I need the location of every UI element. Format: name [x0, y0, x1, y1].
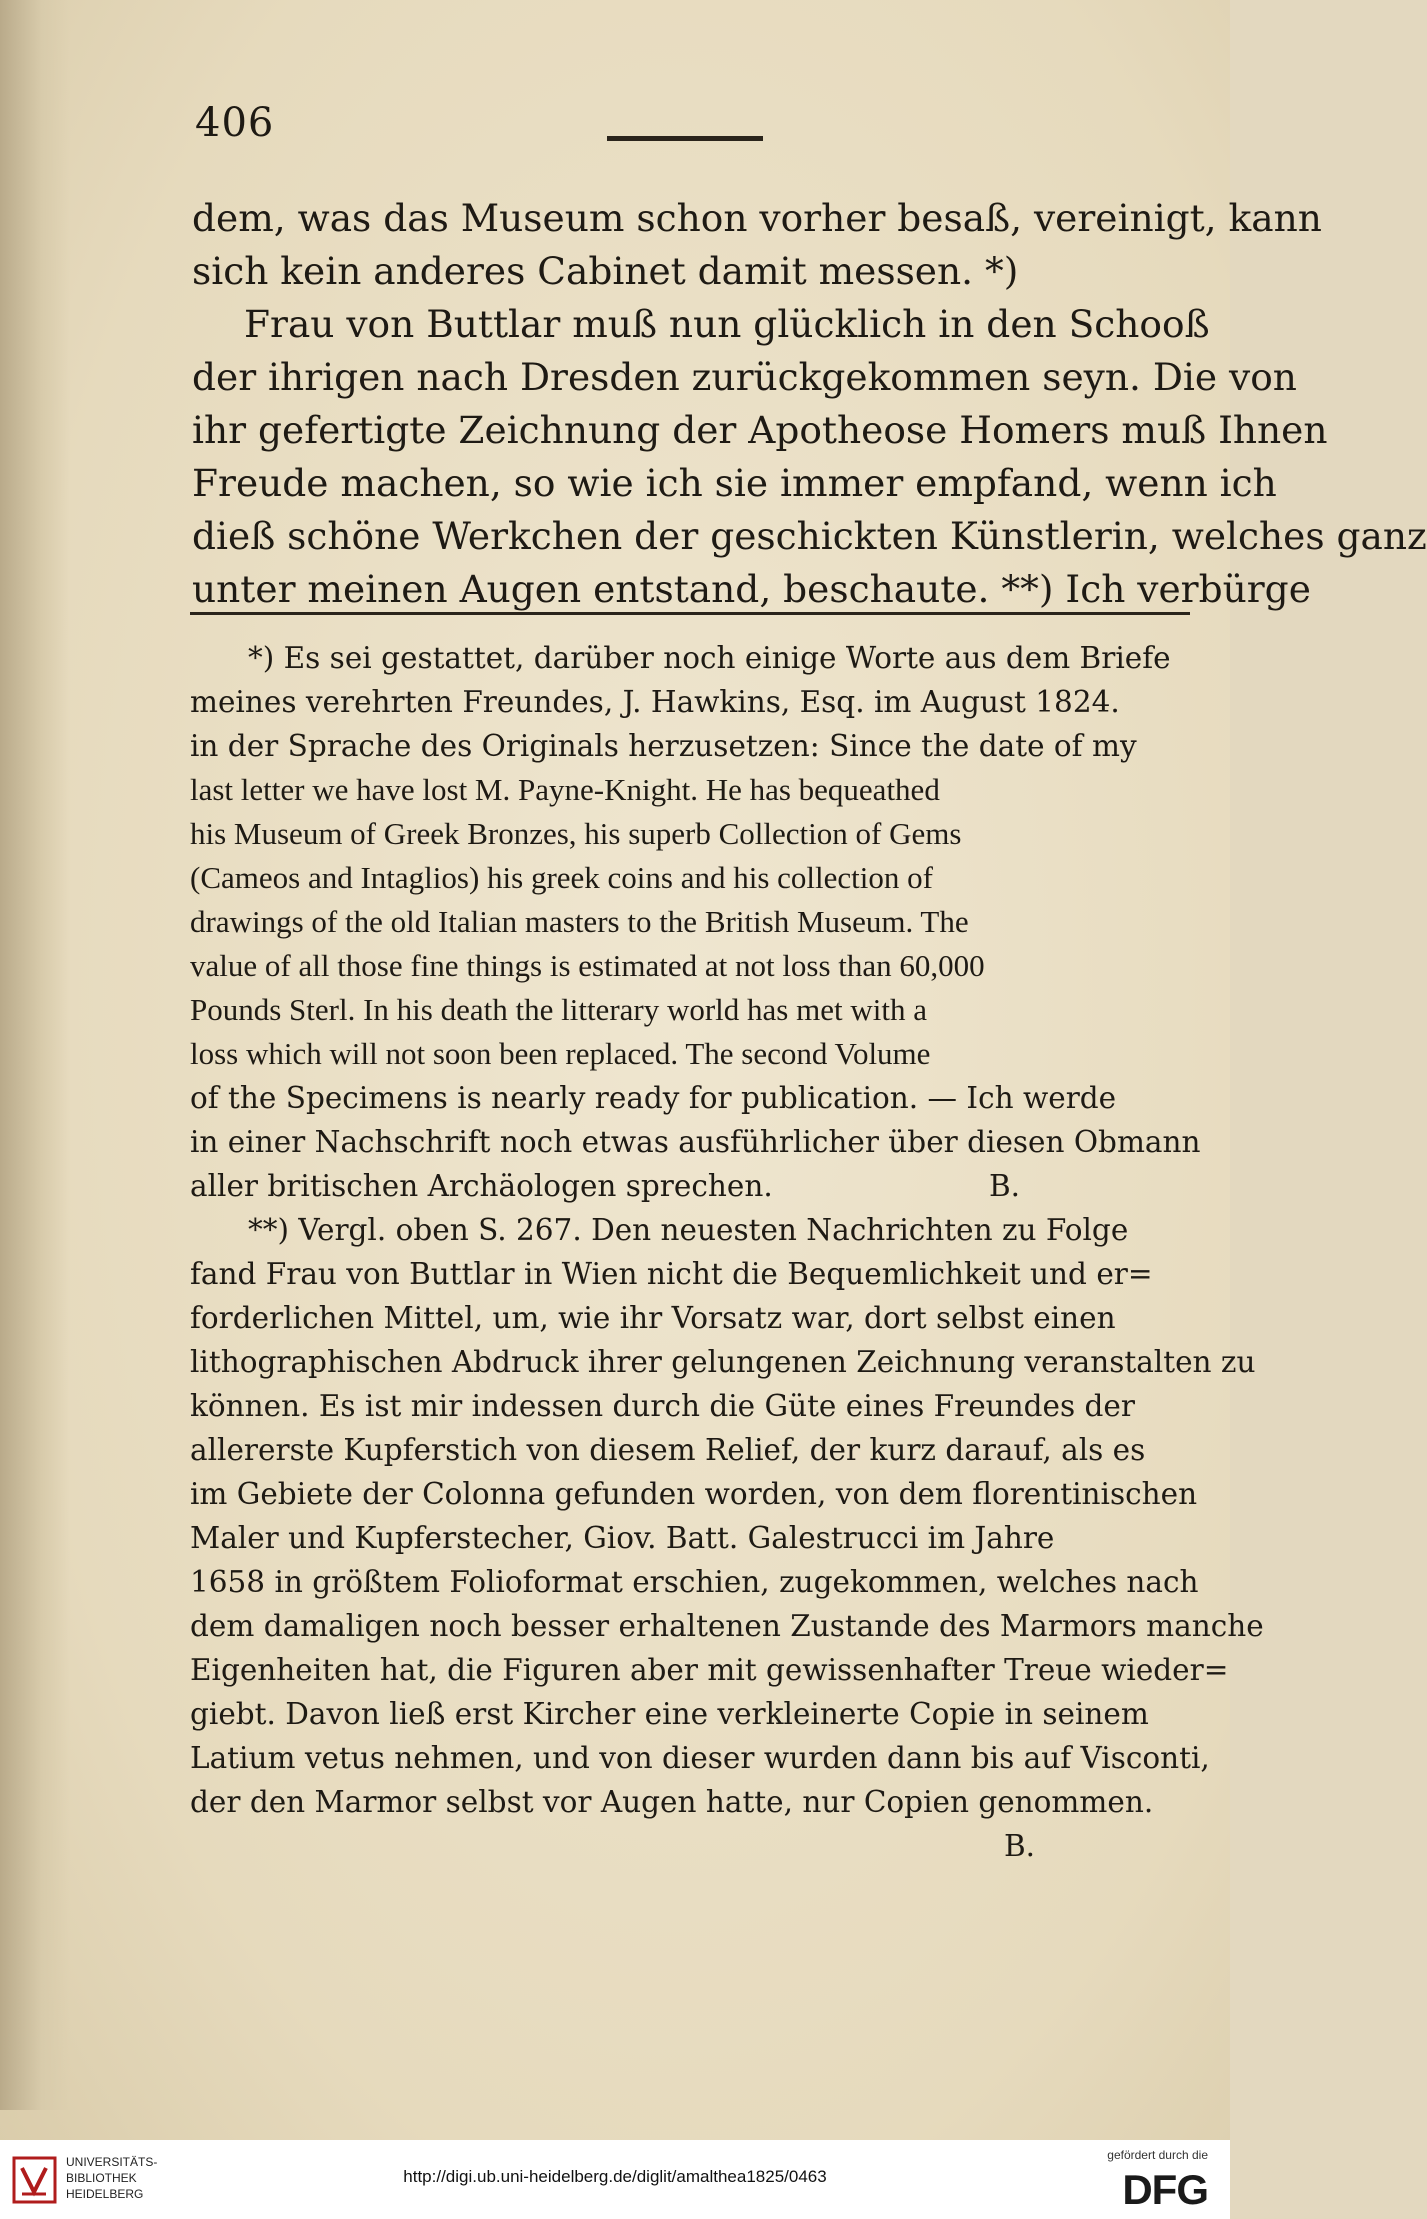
page-header	[195, 100, 1185, 150]
footnote-line: meines verehrten Freundes, J. Hawkins, Esq. im August 1824.	[190, 685, 1120, 719]
footnote-line: der den Marmor selbst vor Augen hatte, nur Copien genommen.	[190, 1785, 1154, 1819]
main-line: unter meinen Augen entstand, beschaute. **) Ich verbürge	[192, 567, 1311, 611]
main-line: der ihrigen nach Dresden zurückgekommen seyn. Die von	[192, 355, 1297, 399]
footnotes	[190, 636, 1264, 1868]
footnote-line: in einer Nachschrift noch etwas ausführlicher über diesen Obmann	[190, 1125, 1201, 1159]
footnote-line: können. Es ist mir indessen durch die Güte eines Freundes der	[190, 1389, 1135, 1423]
main-line: Frau von Buttlar muß nun glücklich in den Schooß	[244, 302, 1210, 346]
page-number: 406	[195, 100, 275, 146]
footnote-line: Eigenheiten hat, die Figuren aber mit gewissenhafter Treue wieder=	[190, 1653, 1229, 1687]
footnote-signature: B.	[988, 1169, 1020, 1203]
footnote-line: Maler und Kupferstecher, Giov. Batt. Galestrucci im Jahre	[190, 1521, 1055, 1555]
footnote-line: dem damaligen noch besser erhaltenen Zustande des Marmors manche	[190, 1609, 1264, 1643]
main-text	[192, 192, 1427, 616]
footnote-line: fand Frau von Buttlar in Wien nicht die Bequemlichkeit und er=	[190, 1257, 1153, 1291]
footnote-line: im Gebiete der Colonna gefunden worden, von dem florentinischen	[190, 1477, 1198, 1511]
footnote-line: value of all those fine things is estimated at not loss than 60,000	[190, 948, 985, 983]
main-line: ihr gefertigte Zeichnung der Apotheose Homers muß Ihnen	[192, 408, 1328, 452]
funding-caption: gefördert durch die	[1107, 2148, 1208, 2162]
dfg-logo[interactable]: DFG	[1122, 2166, 1208, 2213]
footnote-signature: B.	[1003, 1829, 1035, 1863]
source-url-link[interactable]: http://digi.ub.uni-heidelberg.de/diglit/amalthea1825/0463	[403, 2167, 827, 2186]
footnote-line: forderlichen Mittel, um, wie ihr Vorsatz war, dort selbst einen	[190, 1301, 1116, 1335]
header-rule	[607, 136, 763, 141]
footnote-divider	[190, 612, 1190, 615]
library-name-line: BIBLIOTHEK	[66, 2171, 137, 2185]
footnote-line: loss which will not soon been replaced. The second Volume	[190, 1036, 931, 1071]
library-name-line: HEIDELBERG	[66, 2187, 144, 2201]
footnote-line: 1658 in größtem Folioformat erschien, zugekommen, welches nach	[190, 1565, 1199, 1599]
main-line: Freude machen, so wie ich sie immer empfand, wenn ich	[192, 461, 1277, 505]
footnote-line: *) Es sei gestattet, darüber noch einige Worte aus dem Briefe	[248, 641, 1171, 675]
main-line: sich kein anderes Cabinet damit messen. *)	[192, 249, 1019, 293]
footnote-line: Pounds Sterl. In his death the litterary world has met with a	[190, 992, 927, 1027]
footnote-line: in der Sprache des Originals herzusetzen: Since the date of my	[190, 729, 1137, 763]
footnote-line: his Museum of Greek Bronzes, his superb Collection of Gems	[190, 816, 962, 851]
footnote-line: (Cameos and Intaglios) his greek coins and his collection of	[190, 860, 933, 895]
footnote-line: of the Specimens is nearly ready for publication. — Ich werde	[190, 1081, 1117, 1115]
footnote-line: allererste Kupferstich von diesem Relief, der kurz darauf, als es	[190, 1433, 1146, 1467]
main-line: dem, was das Museum schon vorher besaß, vereinigt, kann	[192, 196, 1322, 240]
viewer-footer	[0, 2140, 1230, 2219]
main-line: dieß schöne Werkchen der geschickten Künstlerin, welches ganz	[192, 514, 1427, 558]
footnote-line: Latium vetus nehmen, und von dieser wurden dann bis auf Visconti,	[190, 1741, 1210, 1775]
footnote-line: **) Vergl. oben S. 267. Den neuesten Nachrichten zu Folge	[248, 1213, 1129, 1247]
footnote-line: lithographischen Abdruck ihrer gelungenen Zeichnung veranstalten zu	[190, 1345, 1256, 1379]
footnote-line: giebt. Davon ließ erst Kircher eine verkleinerte Copie in seinem	[190, 1697, 1149, 1731]
page-gutter-shadow	[0, 0, 70, 2110]
library-name-line: UNIVERSITÄTS-	[66, 2155, 158, 2169]
footnote-line: aller britischen Archäologen sprechen.	[190, 1169, 773, 1203]
footnote-line: drawings of the old Italian masters to the British Museum. The	[190, 904, 969, 939]
footnote-line: last letter we have lost M. Payne-Knight. He has bequeathed	[190, 772, 940, 807]
